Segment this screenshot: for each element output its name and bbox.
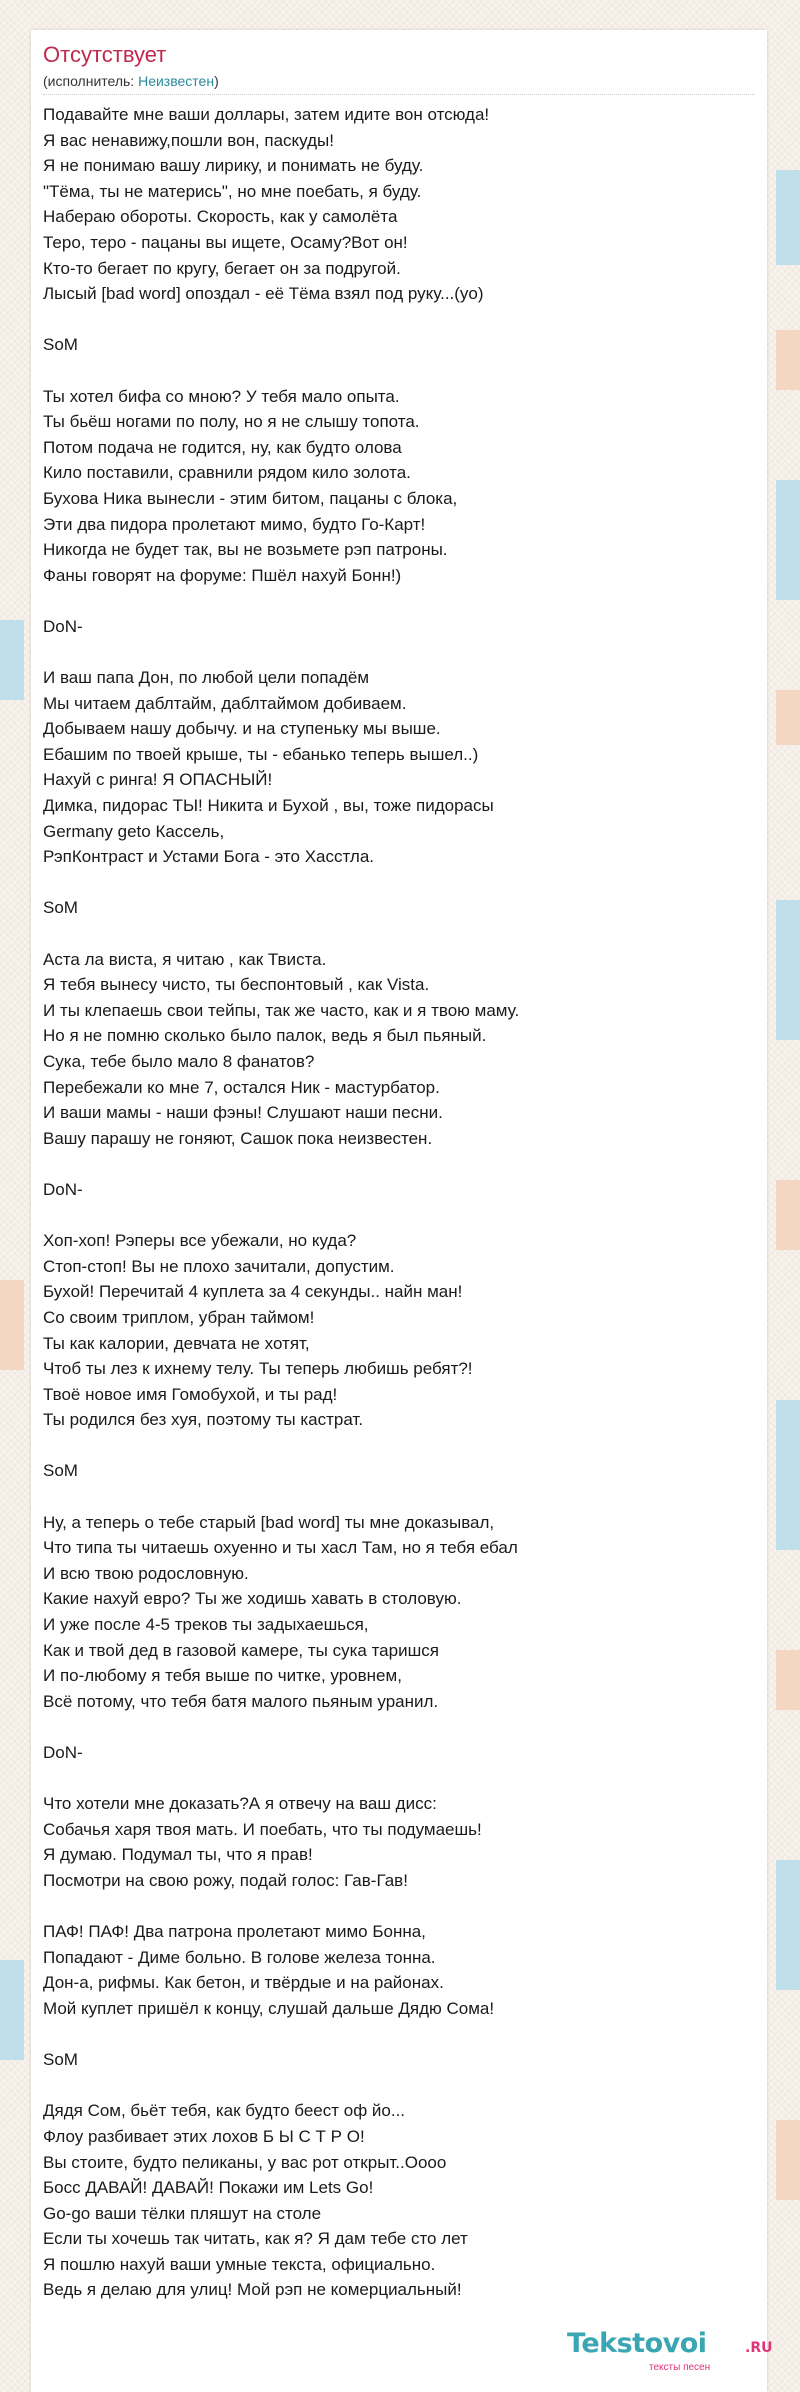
lyric-line: Флоу разбивает этих лохов Б Ы С Т Р О! (43, 2126, 365, 2146)
lyric-line: Твоё новое имя Гомобухой, и ты рад! (43, 1384, 338, 1404)
lyric-line: И по-любому я тебя выше по читке, уровнем, (43, 1666, 402, 1686)
lyric-line: Я пошлю нахуй ваши умные текста, официально. (43, 2254, 436, 2274)
lyric-line: Бухой! Перечитай 4 куплета за 4 секунды.. найн ман! (43, 1282, 463, 1302)
decor-band (776, 170, 800, 265)
decor-band (776, 2120, 800, 2200)
decor-band (776, 480, 800, 600)
lyric-line: Босс ДАВАЙ! ДАВАЙ! Покажи им Lets Go! (43, 2178, 374, 2198)
lyric-line: Germany geto Кассель, (43, 821, 225, 841)
logo-tld: .RU (745, 2340, 773, 2356)
lyric-line: Вашу парашу не гоняют, Сашок пока неизвестен. (43, 1128, 433, 1148)
lyric-line: Добываем нашу добычу. и на ступеньку мы выше. (43, 719, 441, 739)
lyric-line: Со своим триплом, убран таймом! (43, 1307, 315, 1327)
lyric-line: Если ты хочешь так читать, как я? Я дам тебе сто лет (43, 2229, 468, 2249)
lyric-line: Я тебя вынесу чисто, ты беспонтовый , как Vista. (43, 975, 430, 995)
lyric-line: Go-go ваши тёлки пляшут на столе (43, 2203, 322, 2223)
artist-line (43, 72, 219, 90)
lyric-line: Кто-то бегает по кругу, бегает он за подругой. (43, 258, 401, 278)
lyric-line: Аста ла виста, я читаю , как Твиста. (43, 949, 327, 969)
lyric-line: Мы читаем даблтайм, даблтаймом добиваем. (43, 693, 407, 713)
song-title: Отсутствует (43, 42, 167, 67)
decor-band (776, 900, 800, 1040)
decor-band (776, 1650, 800, 1710)
lyric-line: И ваш папа Дон, по любой цели попадём (43, 668, 370, 688)
lyric-line (43, 358, 743, 384)
decor-band (776, 330, 800, 390)
lyric-line: Ебашим по твоей крыше, ты - ебанько теперь вышел..) (43, 744, 479, 764)
lyric-line: И всю твою родословную. (43, 1563, 249, 1583)
lyric-line: Фаны говорят на форуме: Пшёл нахуй Бонн!) (43, 565, 402, 585)
lyric-line: DoN- (43, 1743, 83, 1762)
decor-band (0, 1280, 24, 1370)
lyric-line: Стоп-стоп! Вы не плохо зачитали, допустим. (43, 1256, 395, 1276)
lyric-line (43, 2022, 743, 2048)
decor-band (776, 1400, 800, 1550)
lyric-line: Всё потому, что тебя батя малого пьяным уранил. (43, 1691, 439, 1711)
lyric-line: Сука, тебе было мало 8 фанатов? (43, 1051, 315, 1071)
decor-band (0, 620, 24, 700)
lyric-line: Я не понимаю вашу лирику, и понимать не буду. (43, 156, 424, 176)
lyric-line: Собачья харя твоя мать. И поебать, что ты подумаешь! (43, 1819, 482, 1839)
lyric-line: Но я не помню сколько было палок, ведь я был пьяный. (43, 1026, 487, 1046)
lyric-line (43, 2073, 743, 2099)
lyric-line (43, 639, 743, 665)
decor-band (776, 1860, 800, 1990)
artist-prefix: (исполнитель: (43, 73, 139, 89)
lyric-line: Ты хотел бифа со мною? У тебя мало опыта. (43, 386, 400, 406)
logo-name: Tekstovoi (567, 2328, 707, 2359)
lyric-line: Нахуй с ринга! Я ОПАСНЫЙ! (43, 770, 273, 790)
decor-band (776, 1180, 800, 1250)
lyric-line: Какие нахуй евро? Ты же ходишь хавать в столовую. (43, 1589, 462, 1609)
lyric-line: Ведь я делаю для улиц! Мой рэп не комерциальный! (43, 2280, 462, 2300)
lyric-line: SoM (43, 898, 78, 918)
lyric-line: Кило поставили, сравнили рядом кило золота. (43, 463, 411, 483)
lyric-line (43, 1484, 743, 1510)
decor-band (776, 690, 800, 745)
lyric-line: Мой куплет пришёл к концу, слушай дальше Дядю Сома! (43, 1998, 495, 2018)
lyric-line: Посмотри на свою рожу, подай голос: Гав-Гав! (43, 1870, 408, 1890)
lyric-line: И уже после 4-5 треков ты задыхаешься, (43, 1615, 369, 1635)
lyric-line: Димка, пидорас ТЫ! Никита и Бухой , вы, тоже пидорасы (43, 796, 494, 816)
lyric-line (43, 588, 743, 614)
lyric-line (43, 307, 743, 333)
lyric-line: Перебежали ко мне 7, остался Ник - мастурбатор. (43, 1077, 440, 1097)
lyric-line: Что типа ты читаешь охуенно и ты хасл Там, но я тебя ебал (43, 1538, 518, 1558)
lyric-line: Попадают - Диме больно. В голове железа тонна. (43, 1947, 436, 1967)
lyric-line: И ваши мамы - наши фэны! Слушают наши песни. (43, 1103, 443, 1123)
lyric-line: Ну, а теперь о тебе старый [bad word] ты мне доказывал, (43, 1512, 495, 1532)
site-logo[interactable] (567, 2328, 777, 2374)
lyric-line: Дон-а, рифмы. Как бетон, и твёрдые и на районах. (43, 1973, 444, 1993)
lyric-line (43, 1714, 743, 1740)
lyric-line: Я вас ненавижу,пошли вон, паскуды! (43, 130, 334, 150)
lyric-line: Подавайте мне ваши доллары, затем идите вон отсюда! (43, 105, 490, 124)
lyric-line: Чтоб ты лез к ихнему телу. Ты теперь любишь ребят?! (43, 1359, 473, 1379)
lyric-line (43, 921, 743, 947)
lyric-line: SoM (43, 335, 78, 355)
logo-tagline: тексты песен (649, 2362, 711, 2373)
artist-link[interactable]: Неизвестен (138, 73, 215, 89)
lyric-line: "Тёма, ты не матерись", но мне поебать, я буду. (43, 181, 422, 201)
lyric-line: Эти два пидора пролетают мимо, будто Го-Карт! (43, 514, 426, 534)
lyric-line: Вы стоите, будто пеликаны, у вас рот открыт..Оооо (43, 2152, 447, 2172)
lyric-line: Ты родился без хуя, поэтому ты кастрат. (43, 1410, 364, 1430)
lyric-line (43, 1433, 743, 1459)
lyric-line: И ты клепаешь свои тейпы, так же часто, как и я твою маму. (43, 1000, 520, 1020)
lyric-line (43, 1894, 743, 1920)
lyric-line: Лысый [bad word] опоздал - её Тёма взял под руку...(yo) (43, 284, 484, 304)
lyric-line: DoN- (43, 616, 83, 636)
lyrics-card (31, 30, 767, 2392)
lyric-line: Бухова Ника вынесли - этим битом, пацаны с блока, (43, 488, 458, 508)
lyric-line (43, 870, 743, 896)
lyric-line: Дядя Сом, бьёт тебя, как будто беест оф йо... (43, 2101, 406, 2121)
lyric-line: SoM (43, 2050, 78, 2070)
lyric-line: Ты как калории, девчата не хотят, (43, 1333, 310, 1353)
lyric-line: Что хотели мне доказать?А я отвечу на ваш дисс: (43, 1794, 437, 1814)
lyric-line: SoM (43, 1461, 78, 1481)
lyric-line: Набераю обороты. Скорость, как у самолёта (43, 207, 398, 227)
lyrics-text (43, 102, 743, 2303)
lyric-line (43, 1766, 743, 1792)
artist-suffix: ) (214, 73, 219, 89)
lyric-line: Хоп-хоп! Рэперы все убежали, но куда? (43, 1231, 357, 1251)
lyric-line: Потом подача не годится, ну, как будто олова (43, 437, 402, 457)
lyric-line: Никогда не будет так, вы не возьмете рэп патроны. (43, 540, 448, 560)
lyric-line: РэпКонтраст и Устами Бога - это Хасстла. (43, 847, 375, 867)
lyric-line: ПАФ! ПАФ! Два патрона пролетают мимо Бонна, (43, 1922, 426, 1942)
lyric-line: DoN- (43, 1179, 83, 1199)
decor-band (0, 1960, 24, 2060)
lyric-line: Как и твой дед в газовой камере, ты сука таришся (43, 1640, 439, 1660)
lyric-line: Теро, теро - пацаны вы ищете, Осаму?Вот он! (43, 232, 408, 252)
lyric-line (43, 1203, 743, 1229)
lyric-line: Ты бьёш ногами по полу, но я не слышу топота. (43, 412, 420, 432)
divider (43, 94, 755, 95)
lyric-line (43, 1151, 743, 1177)
lyric-line: Я думаю. Подумал ты, что я прав! (43, 1845, 313, 1865)
